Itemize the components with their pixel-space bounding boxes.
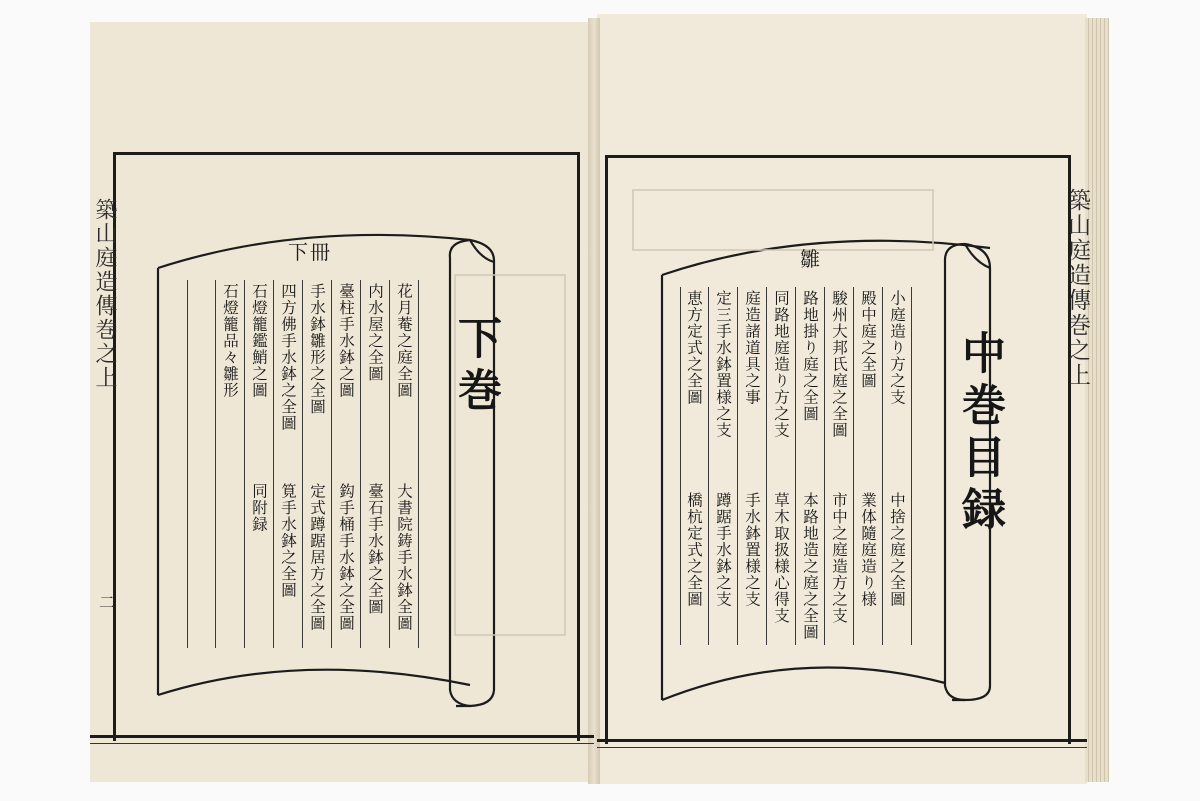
toc-entry: 市中之庭造方之支	[825, 489, 854, 645]
left-toc-middle	[187, 432, 419, 480]
toc-entry: 小庭造り方之支	[883, 287, 912, 439]
toc-entry: 四方佛手水鉢之全圖	[274, 280, 303, 432]
toc-empty-cell	[274, 432, 303, 480]
toc-empty-cell	[361, 432, 390, 480]
toc-entry: 路地掛り庭之全圖	[796, 287, 825, 439]
right-toc-lower	[680, 489, 912, 645]
toc-entry: 同附録	[245, 480, 274, 648]
toc-empty-cell	[216, 432, 245, 480]
right-toc-middle	[680, 439, 912, 489]
toc-empty-cell	[187, 480, 216, 648]
toc-entry: 駿州大邦氏庭之全圖	[825, 287, 854, 439]
toc-empty-cell	[303, 432, 332, 480]
right-toc-upper	[680, 287, 912, 439]
toc-entry: 内水屋之全圖	[361, 280, 390, 432]
toc-entry: 定三手水鉢置様之支	[709, 287, 738, 439]
right-volume-title: 中巻目録	[954, 330, 1005, 538]
toc-entry: 鈎手桶手水鉢之全圖	[332, 480, 361, 648]
toc-entry: 蹲踞手水鉢之支	[709, 489, 738, 645]
toc-empty-cell	[332, 432, 361, 480]
toc-entry: 業体隨庭造り様	[854, 489, 883, 645]
left-toc-upper	[187, 280, 419, 432]
toc-entry: 手水鉢雛形之全圖	[303, 280, 332, 432]
left-scroll-heading: 下冊	[288, 240, 332, 264]
toc-empty-cell	[767, 439, 796, 489]
left-toc-lower	[187, 480, 419, 648]
toc-entry: 殿中庭之全圖	[854, 287, 883, 439]
right-margin-title: 築山庭造傳巻之上	[1064, 188, 1090, 388]
toc-empty-cell	[883, 439, 912, 489]
toc-empty-cell	[796, 439, 825, 489]
toc-entry: 手水鉢置様之支	[738, 489, 767, 645]
toc-empty-cell	[854, 439, 883, 489]
toc-empty-cell	[738, 439, 767, 489]
toc-empty-cell	[390, 432, 419, 480]
right-scroll-heading: 雛	[800, 247, 822, 271]
left-margin-title: 築山庭造傳巻之上	[92, 198, 117, 390]
toc-empty-cell	[680, 439, 709, 489]
toc-empty-cell	[245, 432, 274, 480]
toc-entry: 筧手水鉢之全圖	[274, 480, 303, 648]
toc-empty-cell	[709, 439, 738, 489]
toc-entry: 本路地造之庭之全圖	[796, 489, 825, 645]
toc-entry: 庭造諸道具之事	[738, 287, 767, 439]
toc-entry: 石燈籠品々雛形	[216, 280, 245, 432]
toc-empty-cell	[187, 280, 216, 432]
toc-entry: 中捨之庭之全圖	[883, 489, 912, 645]
toc-entry: 定式蹲踞居方之全圖	[303, 480, 332, 648]
toc-entry: 大書院鋳手水鉢全圖	[390, 480, 419, 648]
toc-entry: 同路地庭造り方之支	[767, 287, 796, 439]
left-page-number: 二	[99, 593, 116, 612]
toc-entry: 石燈籠鑑鮹之圖	[245, 280, 274, 432]
toc-entry: 臺石手水鉢之全圖	[361, 480, 390, 648]
toc-entry: 花月菴之庭全圖	[390, 280, 419, 432]
toc-entry: 恵方定式之全圖	[680, 287, 709, 439]
toc-empty-cell	[825, 439, 854, 489]
toc-entry: 橋杭定式之全圖	[680, 489, 709, 645]
toc-empty-cell	[216, 480, 245, 648]
toc-entry: 草木取扱様心得支	[767, 489, 796, 645]
toc-empty-cell	[187, 432, 216, 480]
toc-entry: 臺柱手水鉢之圖	[332, 280, 361, 432]
left-volume-title: 下巻	[450, 315, 501, 419]
